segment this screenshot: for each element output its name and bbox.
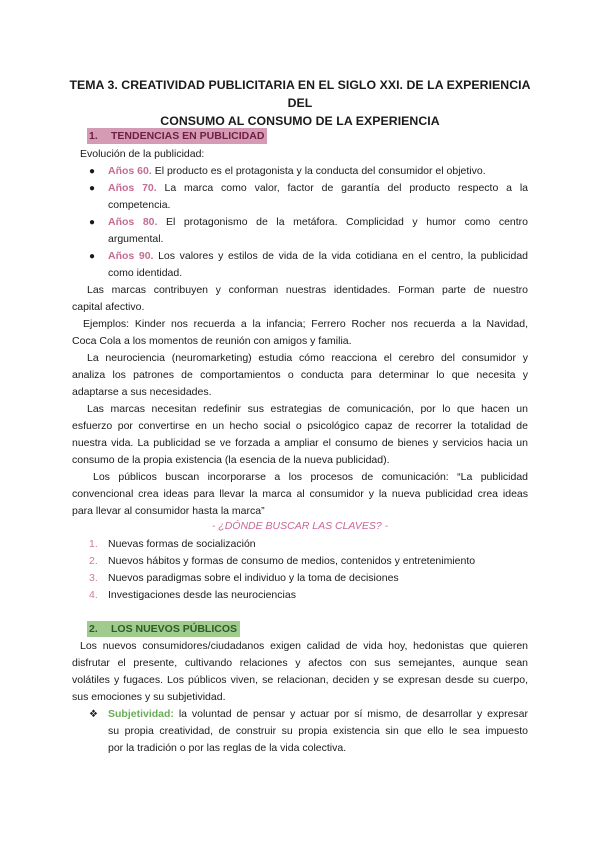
subjetividad-line: su propia creatividad, de construir su propia existencia sin que ello le sea impuesto: [108, 725, 528, 737]
decade-item: Años 90. Los valores y estilos de vida de la vida cotidiana en el centro, la publicidad: [108, 250, 528, 262]
bullet-dot-icon: ●: [89, 217, 96, 228]
section-number: 2.: [89, 623, 98, 635]
list-item: Nuevos hábitos y formas de consumo de medios, contenidos y entretenimiento: [108, 555, 476, 567]
paragraph-line: capital afectivo.: [72, 301, 145, 313]
title-line-2: CONSUMO AL CONSUMO DE LA EXPERIENCIA: [160, 114, 440, 128]
paragraph-line: Los nuevos consumidores/ciudadanos exigen calidad de vida hoy, hedonistas que quieren: [80, 640, 528, 652]
paragraph-line: analiza los patrones de comportamientos o conducta para determinar lo que necesita y: [72, 369, 528, 381]
paragraph-line: sus emociones y su subjetividad.: [72, 691, 226, 703]
section-number: 1.: [89, 130, 98, 142]
decade-item-cont: argumental.: [108, 233, 164, 245]
subjetividad-item: Subjetividad: la voluntad de pensar y actuar por sí mismo, de desarrollar y expresar: [108, 708, 529, 720]
section-label: TENDENCIAS EN PUBLICIDAD: [111, 130, 265, 142]
paragraph-line: Las marcas necesitan redefinir sus estrategias de comunicación, por lo que hacen un: [87, 403, 528, 415]
paragraph-line: convencional crea ideas para llevar la marca al consumidor y la nueva publicidad crea ideas: [72, 488, 528, 500]
paragraph-line: disfrutar el presente, cultivando relaciones y afectos con sus semejantes, aunque sean: [72, 657, 528, 669]
paragraph-line: adaptarse a sus necesidades.: [72, 386, 212, 398]
paragraph-line: nuestra vida. La publicidad se ve forzada a ampliar el consumo de bienes y servicios hacia un: [72, 437, 528, 449]
subjetividad-line: por la tradición o por las reglas de la vida colectiva.: [108, 742, 347, 754]
evolucion-label: Evolución de la publicidad:: [80, 148, 205, 160]
paragraph-line: volátiles y fugaces. Los públicos viven, se relacionan, deciden y se expresan desde su cuerpo,: [72, 674, 528, 686]
paragraph-line: Las marcas contribuyen y conforman nuestras identidades. Forman parte de nuestro: [87, 284, 528, 296]
list-number: 3.: [89, 572, 98, 584]
page-title: [60, 76, 540, 130]
title-line-1: TEMA 3. CREATIVIDAD PUBLICITARIA EN EL SIGLO XXI. DE LA EXPERIENCIA DEL: [69, 78, 531, 110]
section-heading-nuevos-publicos: [87, 621, 240, 637]
paragraph-line: Ejemplos: Kinder nos recuerda a la infancia; Ferrero Rocher nos recuerda a la Navidad,: [83, 318, 528, 330]
list-item: Investigaciones desde las neurociencias: [108, 589, 296, 601]
paragraph-line: esfuerzo por convertirse en un hecho social o psicológico capaz de recorrer la totalidad de: [72, 420, 528, 432]
list-number: 2.: [89, 555, 98, 567]
decade-item-cont: como identidad.: [108, 267, 183, 279]
diamond-bullet-icon: ❖: [89, 709, 98, 720]
decade-item: Años 70. La marca como valor, factor de garantía del producto respecto a la: [108, 182, 528, 194]
bullet-dot-icon: ●: [89, 183, 96, 194]
list-number: 4.: [89, 589, 98, 601]
paragraph-line: La neurociencia (neuromarketing) estudia cómo reacciona el cerebro del consumidor y: [87, 352, 528, 364]
decade-item: Años 80. El protagonismo de la metáfora. Complicidad y humor como centro: [108, 216, 529, 228]
claves-heading: - ¿DÓNDE BUSCAR LAS CLAVES? -: [211, 520, 389, 532]
list-item: Nuevos paradigmas sobre el individuo y la toma de decisiones: [108, 572, 399, 584]
bullet-dot-icon: ●: [89, 166, 96, 177]
paragraph-line: consumo de la propia existencia (la esencia de la nueva publicidad).: [72, 454, 390, 466]
decade-item-cont: competencia.: [108, 199, 171, 211]
paragraph-line: Coca Cola a los momentos de reunión con amigos y familia.: [72, 335, 352, 347]
list-number: 1.: [89, 538, 98, 550]
list-item: Nuevas formas de socialización: [108, 538, 256, 550]
bullet-dot-icon: ●: [89, 251, 96, 262]
section-label: LOS NUEVOS PÚBLICOS: [111, 623, 238, 635]
paragraph-line: Los públicos buscan incorporarse a los procesos de comunicación: “La publicidad: [93, 471, 528, 483]
section-heading-tendencias: [87, 128, 267, 144]
decade-item: Años 60. El producto es el protagonista y la conducta del consumidor el objetivo.: [108, 165, 486, 177]
paragraph-line: para llevar al consumidor hasta la marca”: [72, 505, 265, 517]
